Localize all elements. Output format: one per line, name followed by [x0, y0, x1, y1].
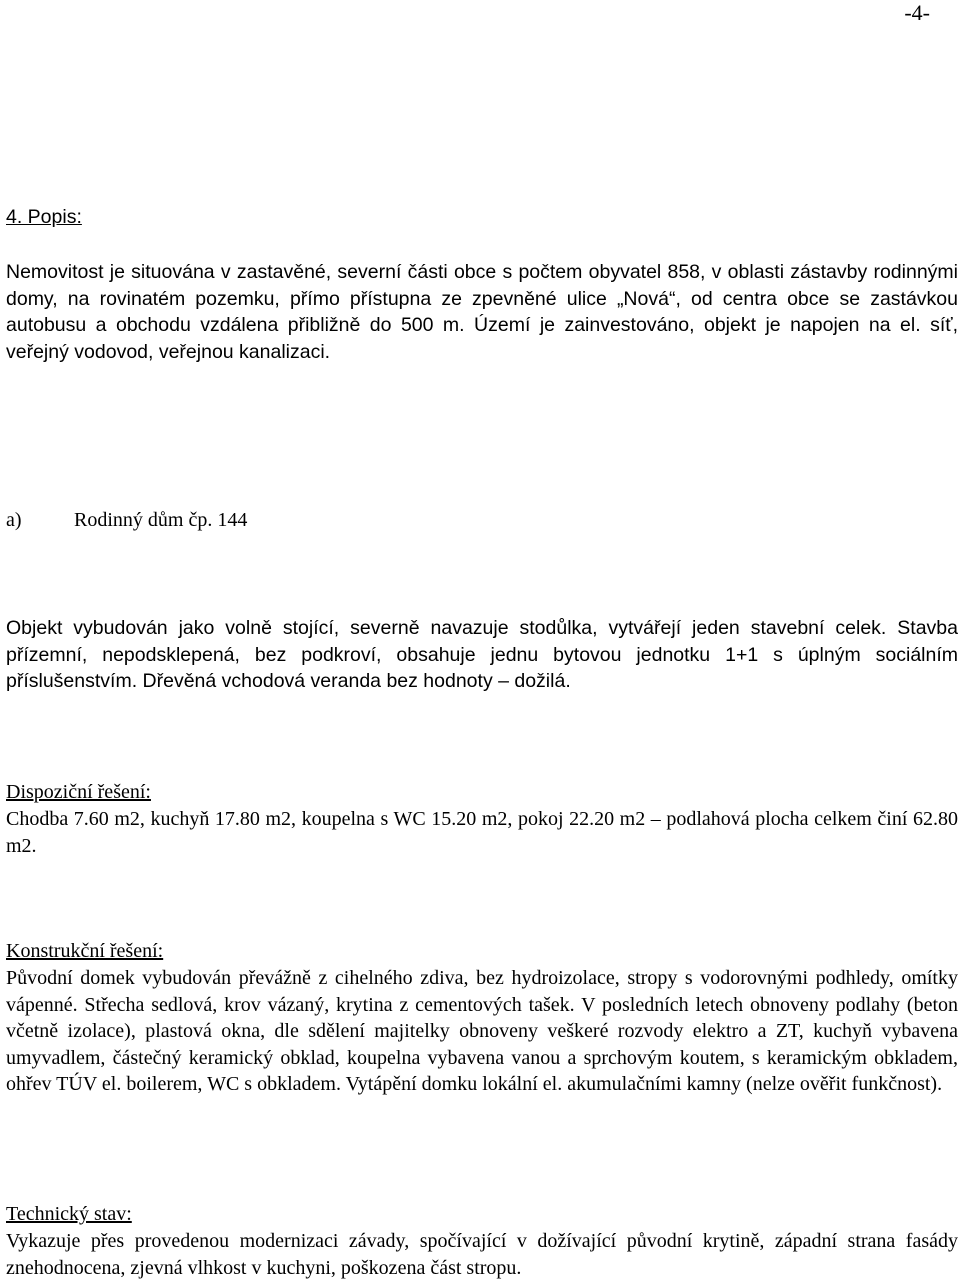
- layout-heading: Dispoziční řešení:: [6, 781, 151, 803]
- layout-paragraph: Chodba 7.60 m2, kuchyň 17.80 m2, koupelna s WC 15.20 m2, pokoj 22.20 m2 – podlahová plocha celkem činí 62.80 m2.: [6, 808, 958, 857]
- intro-paragraph: Nemovitost je situována v zastavěné, severní části obce s počtem obyvatel 858, v oblasti zástavby rodinnými domy, na rovinatém pozemku, přímo přístupna ze zpevněné ulice „Nová“, od centra obce se zastávkou autobusu a obchodu vzdálena přibližně do 500 m. Území je zainvestováno, objekt je napojen na el. síť, veřejný vodovod, veřejnou kanalizaci.: [6, 261, 958, 363]
- technical-paragraph: Vykazuje přes provedenou modernizaci závady, spočívající v dožívající původní krytině, západní strana fasády znehodnocena, zjevná vlhkost v kuchyni, poškozena část stropu.: [6, 1230, 958, 1279]
- item-a-marker: a): [6, 509, 22, 531]
- object-paragraph: Objekt vybudován jako volně stojící, severně navazuje stodůlka, vytvářejí jeden stavební celek. Stavba přízemní, nepodsklepená, bez podkroví, obsahuje jednu bytovou jednotku 1+1 s úplným sociálním příslušenstvím. Dřevěná vchodová veranda bez hodnoty – dožilá.: [6, 617, 958, 692]
- item-a: [6, 507, 247, 533]
- construction-heading: Konstrukční řešení:: [6, 940, 164, 962]
- construction-paragraph: Původní domek vybudován převážně z cihelného zdiva, bez hydroizolace, stropy s vodorovnými podhledy, omítky vápenné. Střecha sedlová, krov vázaný, krytina z cementových tašek. V posledních letech obnoveny podlahy (beton včetně izolace), plastová okna, dle sdělení majitelky obnoveny veškeré rozvody elektro a ZT, kuchyň vybavena umyvadlem, částečný keramický obklad, koupelna vybavena vanou a sprchovým koutem, s keramickým obkladem, ohřev TÚV el. boilerem, WC s obkladem. Vytápění domku lokální el. akumulačními kamny (nelze ověřit funkčnost).: [6, 967, 958, 1095]
- section-title: 4. Popis:: [6, 206, 82, 228]
- page-number: -4-: [904, 0, 930, 25]
- item-a-label: Rodinný dům čp. 144: [74, 509, 248, 531]
- technical-heading: Technický stav:: [6, 1203, 132, 1225]
